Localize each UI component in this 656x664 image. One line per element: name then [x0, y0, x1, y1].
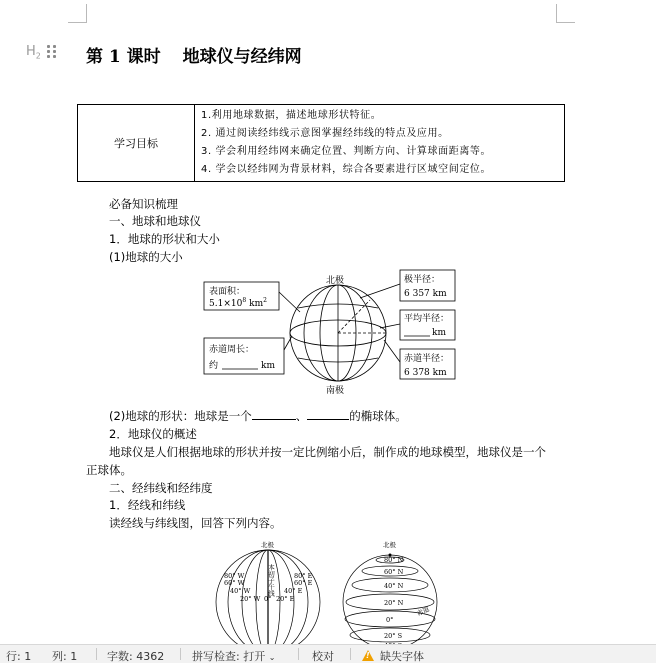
- goal-item: 2. 通过阅读经纬线示意图掌握经纬线的特点及应用。: [201, 128, 449, 139]
- paragraph-line: (1)地球的大小: [109, 250, 183, 264]
- latitude-label: 80° N: [384, 556, 404, 564]
- prime-meridian-label: 本初子午线: [267, 564, 275, 597]
- longitude-label: 80° E: [294, 572, 313, 580]
- spell-check-toggle[interactable]: 拼写检查: 打开 ⌄: [192, 650, 276, 663]
- chevron-down-icon: ⌄: [268, 653, 276, 662]
- latitude-label: 60° N: [384, 568, 404, 576]
- answer-blank: [252, 408, 296, 420]
- status-divider: [350, 648, 351, 660]
- learning-goals-table: [77, 104, 565, 182]
- status-divider: [96, 648, 97, 660]
- paragraph-line: 地球仪是人们根据地球的形状并按一定比例缩小后，制作成的地球模型，地球仪是一个: [109, 445, 546, 459]
- page-corner-marker: [68, 4, 87, 23]
- equator-radius-value: 6 378 km: [404, 368, 447, 378]
- north-pole-label: 北极: [261, 541, 274, 549]
- status-divider: [298, 648, 299, 660]
- section-label: 必备知识梳理: [109, 197, 178, 211]
- longitude-label: 40° E: [284, 587, 303, 595]
- status-row: 行: 1: [6, 650, 32, 663]
- longitude-label: 20° W: [240, 595, 261, 603]
- subsection-heading: 1．地球的形状和大小: [109, 232, 220, 246]
- subsection-heading: 1．经线和纬线: [109, 498, 186, 512]
- longitude-label: 20° E: [276, 595, 295, 603]
- paragraph-line: 正球体。: [86, 463, 132, 477]
- answer-blank: [307, 408, 349, 420]
- warning-icon: [362, 650, 374, 661]
- longitude-label: 80° W: [224, 572, 245, 580]
- goals-list: [195, 105, 565, 182]
- latitude-label: 20° N: [384, 599, 404, 607]
- drag-handle-icon[interactable]: [47, 45, 57, 59]
- meridian-parallel-diagram: [210, 538, 450, 644]
- status-divider: [180, 648, 181, 660]
- mean-radius-unit: km: [432, 328, 446, 338]
- paragraph-line: (2)地球的形状：地球是一个 、 的椭球体。: [109, 409, 407, 423]
- paragraph-line: 读经线与纬线图，回答下列内容。: [109, 516, 282, 530]
- equator-length-prefix: 约: [209, 361, 219, 371]
- earth-size-diagram: [200, 270, 460, 400]
- goal-item: 1.利用地球数据，描述地球形状特征。: [201, 110, 382, 121]
- north-pole-label: 北极: [326, 276, 345, 286]
- longitude-label: 40° W: [230, 587, 251, 595]
- longitude-label: 60° W: [224, 579, 245, 587]
- equator-label: 赤道: [415, 605, 431, 618]
- south-pole-label: 南极: [326, 386, 345, 396]
- section-heading: 一、地球和地球仪: [109, 214, 201, 228]
- goal-item: 4. 学会以经纬网为背景材料，综合各要素进行区域空间定位。: [201, 164, 492, 175]
- surface-area-label: 表面积：: [209, 287, 246, 297]
- surface-area-value: $5.1\times 10^8$ $km^2$: [209, 297, 267, 309]
- goal-item: 3. 学会利用经纬网来确定位置、判断方向、计算球面距离等。: [201, 146, 492, 157]
- equator-length-label: 赤道周长：: [209, 345, 255, 355]
- section-heading: 二、经纬线和经纬度: [109, 481, 213, 495]
- status-bar: [0, 644, 656, 663]
- missing-font-button[interactable]: ! 缺失字体: [362, 648, 424, 664]
- latitude-label: 0°: [386, 616, 394, 624]
- equator-length-unit: km: [261, 361, 275, 371]
- heading-level-tag[interactable]: $H_2$: [26, 44, 41, 61]
- status-word-count[interactable]: 字数: 4362: [107, 650, 165, 663]
- polar-radius-value: 6 357 km: [404, 289, 447, 299]
- page-title: 第 1 课时 地球仪与经纬网: [86, 47, 302, 67]
- page-corner-marker: [556, 4, 575, 23]
- north-pole-label: 北极: [383, 541, 396, 549]
- mean-radius-label: 平均半径：: [404, 314, 450, 324]
- goals-label: 学习目标: [78, 105, 195, 182]
- equator-radius-label: 赤道半径：: [404, 354, 450, 364]
- polar-radius-label: 极半径：: [404, 275, 441, 285]
- latitude-label: 40° N: [384, 582, 404, 590]
- subsection-heading: 2．地球仪的概述: [109, 427, 197, 441]
- longitude-label: 0°: [264, 595, 272, 603]
- proofread-button[interactable]: 校对: [312, 650, 334, 663]
- status-column: 列: 1: [52, 650, 78, 663]
- latitude-label: 20° S: [384, 632, 403, 640]
- longitude-label: 60° E: [294, 579, 313, 587]
